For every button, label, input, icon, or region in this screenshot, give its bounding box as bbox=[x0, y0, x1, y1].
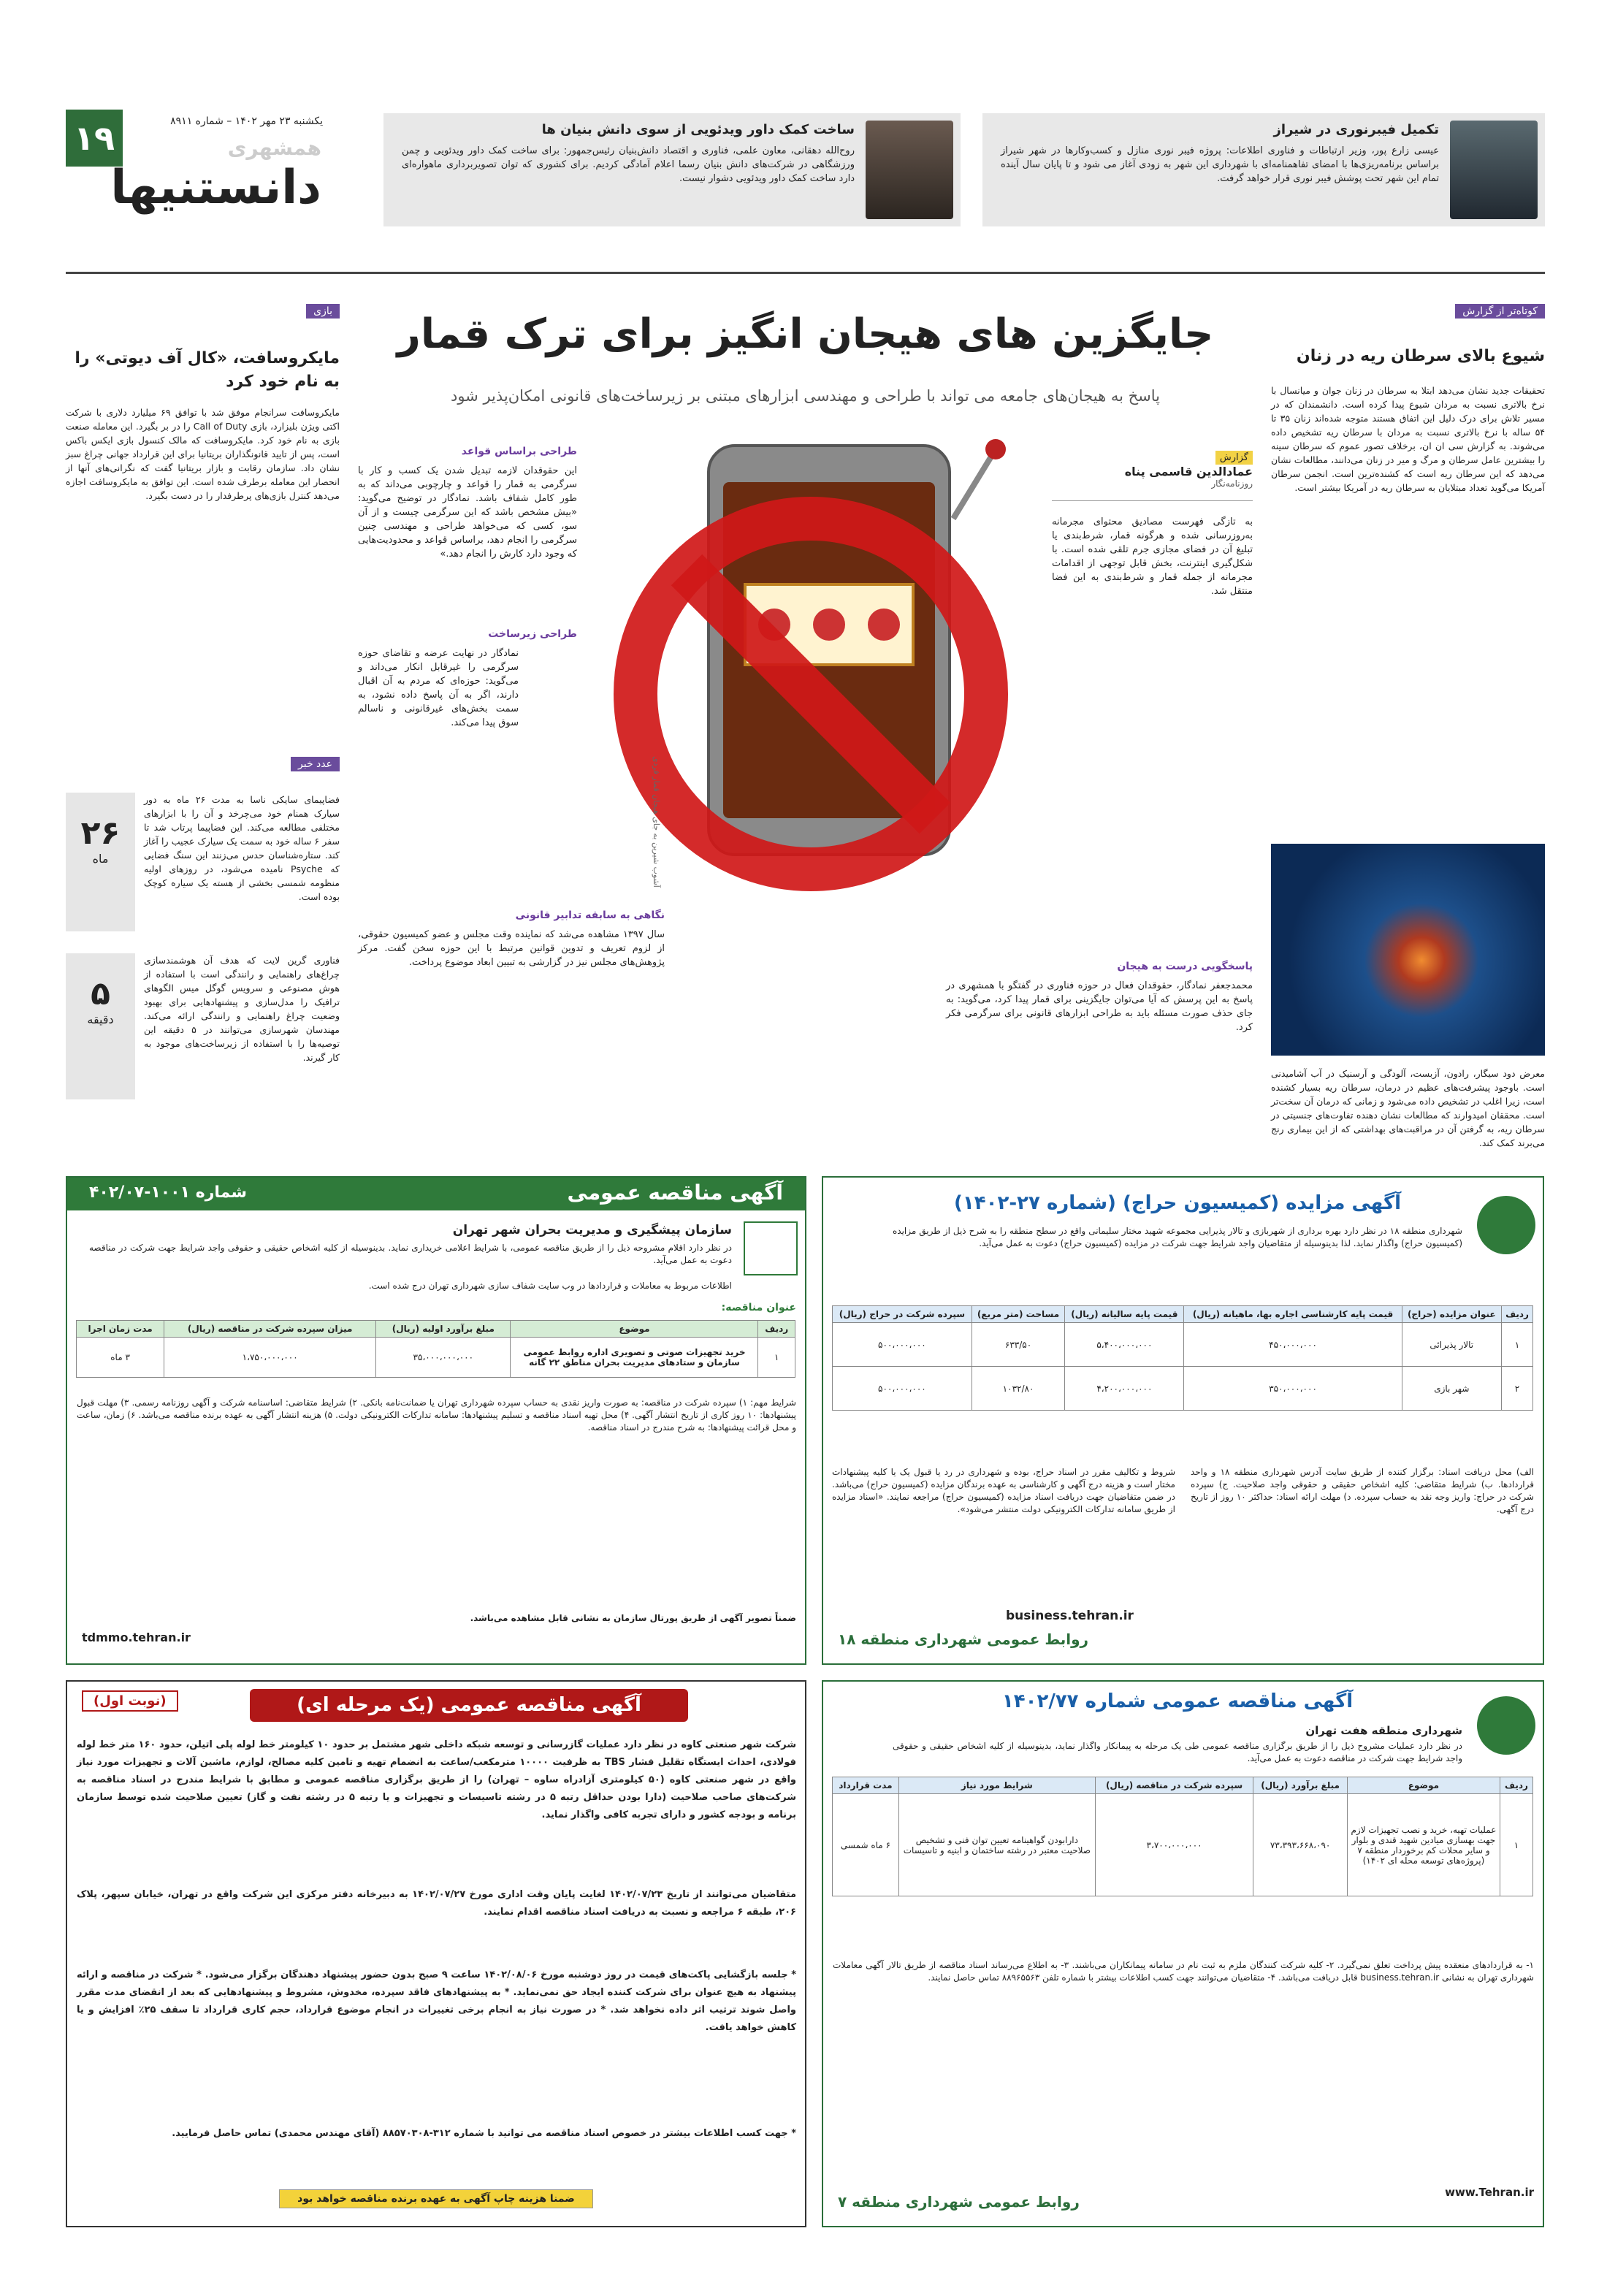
table-row bbox=[833, 1794, 1533, 1896]
ad2-h4: مدت زمان اجرا bbox=[77, 1321, 164, 1338]
ad1-r0c0: ۱ bbox=[1502, 1323, 1533, 1367]
ad2-r0c2: ۳۵،۰۰۰،۰۰۰،۰۰۰ bbox=[376, 1338, 511, 1378]
ad1-h0: ردیف bbox=[1502, 1306, 1533, 1323]
ad2-table bbox=[76, 1320, 795, 1378]
ad1-intro: شهرداری منطقه ۱۸ در نظر دارد بهره برداری از شهربازی و تالار پذیرایی مجموعه شهید مختار سلیمانی واقع در سطح منطقه را به شرح ذیل از طریق مزایده (کمیسیون حراج) واگذار نماید. لذا بدینوسیله از متقاضیان واجد شرایط جهت شرکت در مزایده (کمیسیون حراج) دعوت به عمل می‌آید. bbox=[893, 1226, 1462, 1248]
ad1-logo bbox=[1477, 1196, 1535, 1254]
ad-tender-crisis bbox=[66, 1176, 806, 1665]
side-column-left bbox=[66, 303, 340, 1165]
ad3-h2: مبلغ برآورد (ریال) bbox=[1253, 1777, 1348, 1794]
ad2-logo bbox=[744, 1221, 798, 1275]
ad1-terms-right: الف) محل دریافت اسناد: برگزار کننده از طریق سایت آدرس شهرداری منطقه ۱۸ و واحد قراردادها. ب) شرایط متقاضی: کلیه اشخاص حقیقی و حقوقی واجد صلاحیت. ج) سپرده شرکت در حراج: واریز وجه نقد به حساب سپرده. د) مهلت ارائه اسناد: حداکثر ۱۰ روز از تاریخ درج آگهی. bbox=[1191, 1467, 1535, 1514]
ad3-footer: روابط عمومی شهرداری منطقه ۷ bbox=[838, 2193, 1080, 2211]
ad1-r0c1: تالار پذیرائی bbox=[1402, 1323, 1501, 1367]
section-heading-3: نگاهی به سابقه تدابیر قانونی bbox=[515, 909, 665, 921]
ad3-h0: ردیف bbox=[1500, 1777, 1532, 1794]
ad3-intro: در نظر دارد عملیات مشروح ذیل را از طریق برگزاری مناقصه عمومی طی یک مرحله به پیمانکار واگذار نماید، بدینوسیله از کلیه اشخاص حقیقی و حقوقی واجد شرایط جهت شرکت در مناقصه دعوت به عمل می‌آید. bbox=[893, 1741, 1462, 1763]
ad2-table-header bbox=[77, 1321, 795, 1338]
game-news-title: مایکروسافت، «کال آف دیوتی» را به نام خود کرد bbox=[75, 349, 340, 391]
ad3-logo bbox=[1477, 1696, 1535, 1755]
top-news-1-body: عیسی زارع پور، وزیر ارتباطات و فناوری اطلاعات: پروژه فیبر نوری منازل و کسب‌وکارها در شهر شیراز براساس برنامه‌ریزی‌ها با امضای تفاهمنامه‌ای با شهرداری این شهر به زودی آغاز می شود و تا پایان سال آینده تمام این شهر تحت پوشش فیبر نوری قرار خواهد گرفت. bbox=[1001, 145, 1439, 184]
ad1-table bbox=[832, 1305, 1533, 1411]
ad1-table-header bbox=[833, 1306, 1533, 1323]
section-heading-1: طراحی براساس قواعد bbox=[461, 446, 577, 457]
ad3-site: www.Tehran.ir bbox=[1445, 2186, 1534, 2199]
ad1-r1c3: ۴،۲۰۰،۰۰۰،۰۰۰ bbox=[1065, 1367, 1184, 1411]
slot-lever bbox=[953, 453, 993, 519]
lever-knob bbox=[985, 439, 1006, 459]
report-label: گزارش bbox=[1215, 451, 1253, 465]
game-news-body: مایکروسافت سرانجام موفق شد با توافق ۶۹ میلیارد دلاری با شرکت اکتی ویژن بلیزارد، بازی Call of Duty را در بر بگیرد. این معامله صنعت بازی به نام خود کرد. مایکروسافت که مالک کنسول بازی ایکس باکس است، پس از تایید قانونگذاران بریتانیا برای این قرارداد جهانی چراغ سبز نشان داد. سازمان رقابت و بازار بریتانیا گفت که نگرانی‌های آنها از انحصار این معامله برطرف شده است. این توافق به مایکروسافت اجازه می‌دهد کنترل بازی‌های پرطرفدار را در دست بگیرد. bbox=[66, 407, 340, 501]
top-news-2-body: روح‌الله دهقانی، معاون علمی، فناوری و اقتصاد دانش‌بنیان رئیس‌جمهور: برای ساخت کمک داور ویدئویی و چمن ورزشگاهی در شرکت‌های دانش بنیان رسما اعلام آمادگی کردیم. برای کشوری که توان تصویربرداری ماهواره‌ای دارد ساخت کمک داور ویدئویی دشوار نیست. bbox=[402, 145, 855, 184]
tag-game bbox=[306, 303, 340, 319]
reel-2 bbox=[813, 609, 845, 641]
section-body-4: محمدجعفر نمادگار، حقوقدان فعال در حوزه فناوری در گفتگو با همشهری در پاسخ به این پرسش که آیا می‌توان جایگزینی برای قمار پیدا کرد، می‌گوید: به جای حذف صورت مسئله باید به طراحی ابزارهای قانونی برای سرگرمی فکر کرد. bbox=[946, 980, 1253, 1033]
page-number: ۱۹ bbox=[66, 110, 123, 167]
ad4-schedule: متقاضیان می‌توانند از تاریخ ۱۴۰۲/۰۷/۲۳ لغایت پایان وقت اداری مورخ ۱۴۰۲/۰۷/۲۷ به دبیرخانه دفتر مرکزی این شرکت واقع در تهران، خیابان سپهر، پلاک ۲۰۶، طبقه ۶ مراجعه و نسبت به دریافت اسناد مناقصه اقدام نمایند. bbox=[77, 1889, 796, 1918]
ad1-r1c1: شهر بازی bbox=[1402, 1367, 1501, 1411]
ad3-r0c0: ۱ bbox=[1500, 1794, 1532, 1896]
ad3-r0c2: ۷۳،۳۹۳،۶۶۸،۰۹۰ bbox=[1253, 1794, 1348, 1896]
ad2-h2: مبلغ برآورد اولیه (ریال) bbox=[376, 1321, 511, 1338]
ad2-r0c3: ۱،۷۵۰،۰۰۰،۰۰۰ bbox=[164, 1338, 376, 1378]
ad3-h3: سپرده شرکت در مناقصه (ریال) bbox=[1095, 1777, 1253, 1794]
number-2-unit: دقیقه bbox=[87, 1012, 114, 1026]
section-watermark: همشهری bbox=[227, 136, 321, 160]
ad1-r1c2: ۳۵۰،۰۰۰،۰۰۰ bbox=[1184, 1367, 1402, 1411]
ad2-r0c4: ۳ ماه bbox=[77, 1338, 164, 1378]
ad1-h1: عنوان مزایده (حراج) bbox=[1402, 1306, 1501, 1323]
short-title: شیوع بالای سرطان ریه در زنان bbox=[1296, 347, 1545, 365]
page-header bbox=[66, 110, 325, 237]
ad3-terms: ۱- به قراردادهای منعقده پیش پرداخت تعلق نمی‌گیرد. ۲- کلیه شرکت کنندگان ملزم به ثبت نام در سامانه پیمانکاران می‌باشند. ۳- به اطلاع می‌رساند اسناد مناقصه از طریق تالار آگهی معاملات شهرداری تهران به نشانی business.tehran.ir قابل دریافت می‌باشد. ۴- متقاضیان می‌توانند جهت کسب اطلاعات بیشتر با شماره تلفن ۸۸۹۶۵۵۶۳ تماس حاصل نمایند. bbox=[833, 1960, 1534, 1983]
table-row bbox=[833, 1367, 1533, 1411]
ad1-r0c2: ۴۵۰،۰۰۰،۰۰۰ bbox=[1184, 1323, 1402, 1367]
ad1-title: آگهی مزایده (کمیسیون حراج) (شماره ۲۷-۱۴۰۲) bbox=[953, 1192, 1401, 1214]
section-heading-4: پاسخگویی درست به هیجان bbox=[1117, 961, 1253, 972]
ad2-h1: موضوع bbox=[511, 1321, 758, 1338]
right-short-column bbox=[1271, 303, 1545, 1165]
ad4-body: شرکت شهر صنعتی کاوه در نظر دارد عملیات گازرسانی و توسعه شبکه داخلی شهر مشتمل بر حدود ۱۰ کیلومتر خط لوله پلی اتیلن، حدود ۱۶۰ متر خط لوله فولادی، احداث ایستگاه تقلیل فشار TBS به ظرفیت ۱۰۰۰۰ مترمکعب/ساعت به انضمام تهیه و تامین کلیه مصالح، لوازم، ماشین آلات و تجهیزات مورد نیاز واقع در شهر صنعتی کاوه (۵۰ کیلومتری آزادراه ساوه – تهران) را از طریق برگزاری مناقصه عمومی و مطابق با شرایط مندرج در اسناد مناقصه به شرکت‌های صاحب صلاحیت (دارا بودن حداقل رتبه ۵ در رشته تاسیسات و تجهیزات و یا رتبه ۵ در رشته نفت و گاز) تعیین صلاحیت شده توسط سازمان برنامه و بودجه کشور و دارای تجربه کافی واگذار نماید. bbox=[77, 1739, 797, 1820]
ad3-r0c3: ۳،۷۰۰،۰۰۰،۰۰۰ bbox=[1095, 1794, 1253, 1896]
ad3-h4: شرایط مورد نیاز bbox=[898, 1777, 1095, 1794]
main-article bbox=[358, 303, 1253, 1165]
author-box bbox=[1052, 449, 1253, 501]
table-row bbox=[77, 1338, 795, 1378]
tag-number-label: عدد خبر bbox=[291, 757, 340, 771]
ad1-r0c4: ۶۳۳/۵۰ bbox=[972, 1323, 1065, 1367]
ad1-r1c5: ۵۰۰،۰۰۰،۰۰۰ bbox=[833, 1367, 972, 1411]
number-box-2 bbox=[66, 953, 135, 1099]
main-column-body: به تازگی فهرست مصادیق محتوای مجرمانه به‌روزرسانی شده و هرگونه قمار، شرط‌بندی یا تبلیغ آن در فضای مجازی جرم تلقی شده است. با شکل‌گیری اینترنت، بخش قابل توجهی از اقدامات مجرمانه از جمله قمار و شرط‌بندی به این فضا منتقل شد. bbox=[1052, 516, 1253, 597]
ad2-org: سازمان پیشگیری و مدیریت بحران شهر تهران bbox=[452, 1223, 732, 1237]
main-illustration bbox=[555, 431, 1066, 899]
ad2-number: شماره ۱۰۰۱-۴۰۲/۰۷ bbox=[89, 1183, 248, 1202]
number-box-1 bbox=[66, 793, 135, 931]
top-news-2-title: ساخت کمک داور ویدئویی از سوی دانش بنیان ها bbox=[541, 122, 855, 137]
header-rule bbox=[66, 272, 1545, 274]
ad-tender-district7 bbox=[822, 1680, 1544, 2227]
main-subtitle: پاسخ به هیجان‌های جامعه می تواند با طراحی و مهندسی ابزارهای مبتنی بر زیرساخت‌های قانونی امکان‌پذیر شود bbox=[450, 387, 1161, 405]
ad3-table-header bbox=[833, 1777, 1533, 1794]
section-heading-2: طراحی زیرساخت bbox=[488, 628, 577, 640]
ad3-r0c1: عملیات تهیه، خرید و نصب تجهیزات لازم جهت بهسازی میادین شهید قندی و بلوار و سایر محلات کم برخوردار منطقه ۷ (پروژه‌های توسعه محله ای ۱۴۰۲) bbox=[1347, 1794, 1500, 1896]
ad1-terms-left: شروط و تکالیف مقرر در اسناد حراج، بوده و شهرداری در رد یا قبول یک یا کلیه پیشنهادات مختار است و هزینه درج آگهی و کارشناسی به عهده برندگان مزایده (کمیسیون حراج) می‌باشد. در ضمن متقاضیان جهت دریافت اسناد مزایده (کمیسیون حراج) مراجعه نمایند. «اسناد مزایده از طریق سامانه تدارکات الکترونیکی دولت منتشر می‌شود». bbox=[832, 1467, 1175, 1514]
ad2-h0: ردیف bbox=[758, 1321, 795, 1338]
ad-tender-kaveh bbox=[66, 1680, 806, 2227]
author-role: روزنامه‌نگار bbox=[1211, 478, 1253, 489]
ad1-h5: سپرده شرکت در حراج (ریال) bbox=[833, 1306, 972, 1323]
tag-number bbox=[291, 756, 340, 771]
section-title: دانستنیها bbox=[110, 161, 321, 215]
number-2-body: فناوری گرین لایت که هدف آن هوشمندسازی چراغ‌های راهنمایی و رانندگی است با استفاده از هوش مصنوعی و سرویس گوگل میس الگوهای ترافیک را مدل‌سازی و پیشنهادهایی برای بهبود وضعیت چراغ راهنمایی و رانندگی ارائه می‌کند. مهندسان شهرسازی می‌توانند در ۵ دقیقه این توصیه‌ها را با استفاده از زیرساخت‌های موجود به کار گیرند. bbox=[144, 955, 340, 1063]
number-1-unit: ماه bbox=[92, 852, 109, 866]
ad2-subtitle: عنوان مناقصه: bbox=[721, 1302, 796, 1313]
illustration-caption: آشوب شیرین به جای هیجان قمار فردی bbox=[652, 756, 661, 888]
ad3-table bbox=[832, 1777, 1533, 1896]
section-body-2: نمادگار در نهایت عرضه و تقاضای حوزه سرگرمی را غیرقابل انکار می‌داند و می‌گوید: حوزه‌ای که مردم به آن اقبال دارند، اگر به آن پاسخ داده نشود، به سمت بخش‌های غیرقانونی و ناسالم سوق پیدا می‌کند. bbox=[358, 648, 519, 728]
ad2-title: آگهی مناقصه عمومی bbox=[567, 1181, 783, 1205]
tag-game-label: بازی bbox=[306, 304, 340, 319]
ad4-footer-note: ضمنا هزینه چاپ آگهی به عهده برنده مناقصه خواهد بود bbox=[279, 2189, 593, 2208]
ad4-title: آگهی مناقصه عمومی (یک مرحله ای) bbox=[250, 1689, 688, 1722]
ad1-r0c3: ۵،۴۰۰،۰۰۰،۰۰۰ bbox=[1065, 1323, 1184, 1367]
ad2-footer: ضمناً تصویر آگهی از طریق پورتال سازمان به نشانی قابل مشاهده می‌باشد. bbox=[470, 1613, 796, 1623]
lung-image bbox=[1271, 844, 1545, 1056]
ad4-badge: (نوبت اول) bbox=[82, 1690, 178, 1712]
date-line: یکشنبه ۲۳ مهر ۱۴۰۲ – شماره ۸۹۱۱ bbox=[170, 115, 323, 127]
ad3-r0c5: ۶ ماه شمسی bbox=[833, 1794, 899, 1896]
ad2-r0c0: ۱ bbox=[758, 1338, 795, 1378]
ad3-h5: مدت قرارداد bbox=[833, 1777, 899, 1794]
top-news-2 bbox=[383, 113, 961, 226]
ad2-note: اطلاعات مربوط به معاملات و قراردادها در وب سایت شفاف سازی شهرداری تهران درج شده است. bbox=[368, 1281, 732, 1291]
tag-short bbox=[1455, 303, 1545, 319]
ad2-h3: میزان سپرده شرکت در مناقصه (ریال) bbox=[164, 1321, 376, 1338]
table-row bbox=[833, 1323, 1533, 1367]
section-body-3: سال ۱۳۹۷ مشاهده می‌شد که نماینده وقت مجلس و عضو کمیسیون حقوقی، از لزوم تعریف و تدوین قوانین مرتبط با این حوزه سخن گفت. مرکز پژوهش‌های مجلس نیز در گزارشی به تبیین ابعاد موضوع پرداخت. bbox=[358, 929, 665, 968]
ad4-contact: * جهت کسب اطلاعات بیشتر در خصوص اسناد مناقصه می توانید با شماره ۳۱۲-۸۸۵۷۰۳۰۸ (آقای مهندس محمدی) تماس حاصل فرمایید. bbox=[172, 2128, 796, 2139]
ad4-conditions: * جلسه بازگشایی پاکت‌های قیمت در روز دوشنبه مورخ ۱۴۰۲/۰۸/۰۶ ساعت ۹ صبح بدون حضور پیشنهاد دهندگان برگزار می‌شود. * شرکت در مناقصه و ارائه پیشنهاد به هیچ عنوان برای شرکت کننده ایجاد حق نمی‌نماید. * به پیشنهادهای فاقد سپرده، مخدوش، مشروط و پیشنهادهایی که بعد از انقضای مدت مقرر واصل شوند ترتیب اثر داده نخواهد شد. * در صورت نیاز به انجام برخی تغییرات در انجام موضوع قرارداد، حجم کاری قرارداد تا سقف ۲۵٪ افزایش و یا کاهش خواهد یافت. bbox=[77, 1969, 797, 2033]
reel-3 bbox=[868, 609, 900, 641]
short-body-1: تحقیقات جدید نشان می‌دهد ابتلا به سرطان در زنان جوان و میانسال با نرخ بالاتری نسبت به مردان شیوع پیدا کرده است. دانشمندان که در مسیر تلاش برای درک دلیل این اتفاق هستند متوجه شده‌اند زنان ۳۵ تا ۵۴ ساله با نرخ بالاتری نسبت به مردان با سرطان ریه تشخیص داده می‌شوند. به گزارش سی ان ان، برخلاف تصور عموم که سرطان سینه را بیشترین عامل سرطان و مرگ و میر در زنان می‌دانند، مطالعات نشان می‌دهد که این سرطان ریه است که کشنده‌ترین است. انجمن سرطان آمریکا می‌گوید تعداد مبتلایان به سرطان ریه در آمریکا بیشتر است. bbox=[1271, 385, 1546, 493]
tag-short-label: کوتاه‌تر از گزارش bbox=[1455, 304, 1545, 319]
ad3-h1: موضوع bbox=[1347, 1777, 1500, 1794]
ad2-r0c1: خرید تجهیزات صوتی و تصویری اداره روابط عمومی سازمان و ستادهای مدیریت بحران مناطق ۲۲ گانه bbox=[511, 1338, 758, 1378]
number-1-value: ۲۶ bbox=[80, 815, 121, 852]
ad1-r1c4: ۱۰۳۲/۸۰ bbox=[972, 1367, 1065, 1411]
main-title: جایگزین های هیجان انگیز برای ترک قمار bbox=[397, 310, 1214, 358]
ad1-r0c5: ۵۰۰،۰۰۰،۰۰۰ bbox=[833, 1323, 972, 1367]
ad1-h4: مساحت (متر مربع) bbox=[972, 1306, 1065, 1323]
ad3-org: شهرداری منطقه هفت تهران bbox=[1305, 1724, 1462, 1737]
number-1-body: فضاپیمای سایکی ناسا به مدت ۲۶ ماه به دور سیارک همنام خود می‌چرخد و آن را با ابزارهای مختلفی مطالعه می‌کند. این فضاپیما پرتاب شد تا سفر ۶ ساله خود به سمت یک سیارک عجیب را آغاز کند. ستاره‌شناسان حدس می‌زنند این سنگ فضایی که Psyche نامیده می‌شود، در روزهای اولیه منظومه شمسی بخشی از هسته یک سیاره کوچک بوده است. bbox=[144, 794, 340, 902]
ad1-h3: قیمت پایه سالیانه (ریال) bbox=[1065, 1306, 1184, 1323]
top-news-1-title: تکمیل فیبرنوری در شیراز bbox=[1273, 122, 1439, 137]
ad2-intro: در نظر دارد اقلام مشروحه ذیل را از طریق مناقصه عمومی، با شرایط اعلامی خریداری نماید. بدینوسیله از کلیه اشخاص حقیقی و حقوقی واجد شرایط جهت شرکت در مناقصه دعوت به عمل می‌آید. bbox=[89, 1243, 732, 1265]
news-photo-1 bbox=[1450, 121, 1538, 219]
ad3-title: آگهی مناقصه عمومی شماره ۱۴۰۲/۷۷ bbox=[1001, 1690, 1354, 1712]
ad-auction bbox=[822, 1176, 1544, 1665]
author-name: عمادالدین قاسمی پناه bbox=[1124, 465, 1253, 478]
ad3-r0c4: دارابودن گواهینامه تعیین توان فنی و تشخیص صلاحیت معتبر در رشته ساختمان و ابنیه و تاسیسات bbox=[898, 1794, 1095, 1896]
news-photo-2 bbox=[866, 121, 953, 219]
ad1-h2: قیمت پایه کارشناسی اجاره بها، ماهیانه (ریال) bbox=[1184, 1306, 1402, 1323]
number-2-value: ۵ bbox=[91, 975, 110, 1012]
top-news-1 bbox=[982, 113, 1545, 226]
ad2-site: tdmmo.tehran.ir bbox=[82, 1631, 191, 1644]
section-body-1: این حقوقدان لازمه تبدیل شدن یک کسب و کار با سرگرمی به قمار را قواعد و چارچوبی می‌داند که به طور کامل شفاف باشد. نمادگار در توضیح می‌گوید: «بیش مشخص باشد که این سرگرمی چیست و از آن سو، کسی که می‌خواهد طراحی و مهندسی چنین سرگرمی را انجام دهد، براساس قواعد و محدودیت‌هایی که وجود دارد کارش را انجام دهد.» bbox=[358, 465, 577, 560]
ad1-footer: روابط عمومی شهرداری منطقه ۱۸ bbox=[838, 1631, 1089, 1648]
ad1-r1c0: ۲ bbox=[1502, 1367, 1533, 1411]
ad1-site: business.tehran.ir bbox=[1006, 1609, 1134, 1623]
ad2-terms: شرایط مهم: ۱) سپرده شرکت در مناقصه: به صورت واریز نقدی به حساب سپرده شهرداری تهران یا ضمانت‌نامه بانکی. ۲) شرایط متقاضی: اساسنامه شرکت و آگهی روزنامه رسمی. ۳) مهلت قبول پیشنهادها: ۱۰ روز کاری از تاریخ انتشار آگهی. ۴) محل تهیه اسناد مناقصه و تسلیم پیشنهادها: سامانه تدارکات الکترونیکی دولت. ۵) هزینه انتشار آگهی به عهده برنده مناقصه می‌باشد. ۶) زمان، ساعت و محل قرائت پیشنهادها: به شرح مندرج در اسناد مناقصه. bbox=[77, 1397, 796, 1433]
short-body-2: معرض دود سیگار، رادون، آزبست، آلودگی و آرسنیک در آب آشامیدنی است. باوجود پیشرفت‌های عظیم در درمان، سرطان ریه بسیار کشنده است، زیرا اغلب در تشخیص داده می‌شود و زمانی که درمان آن سخت‌تر است. محققان امیدوارند که مطالعات نشان دهنده تفاوت‌های جنسیتی در سرطان ریه، به گرفتن آن در مراقبت‌های بهداشتی که از این بیماری رنج می‌برند کمک کند. bbox=[1271, 1068, 1545, 1148]
